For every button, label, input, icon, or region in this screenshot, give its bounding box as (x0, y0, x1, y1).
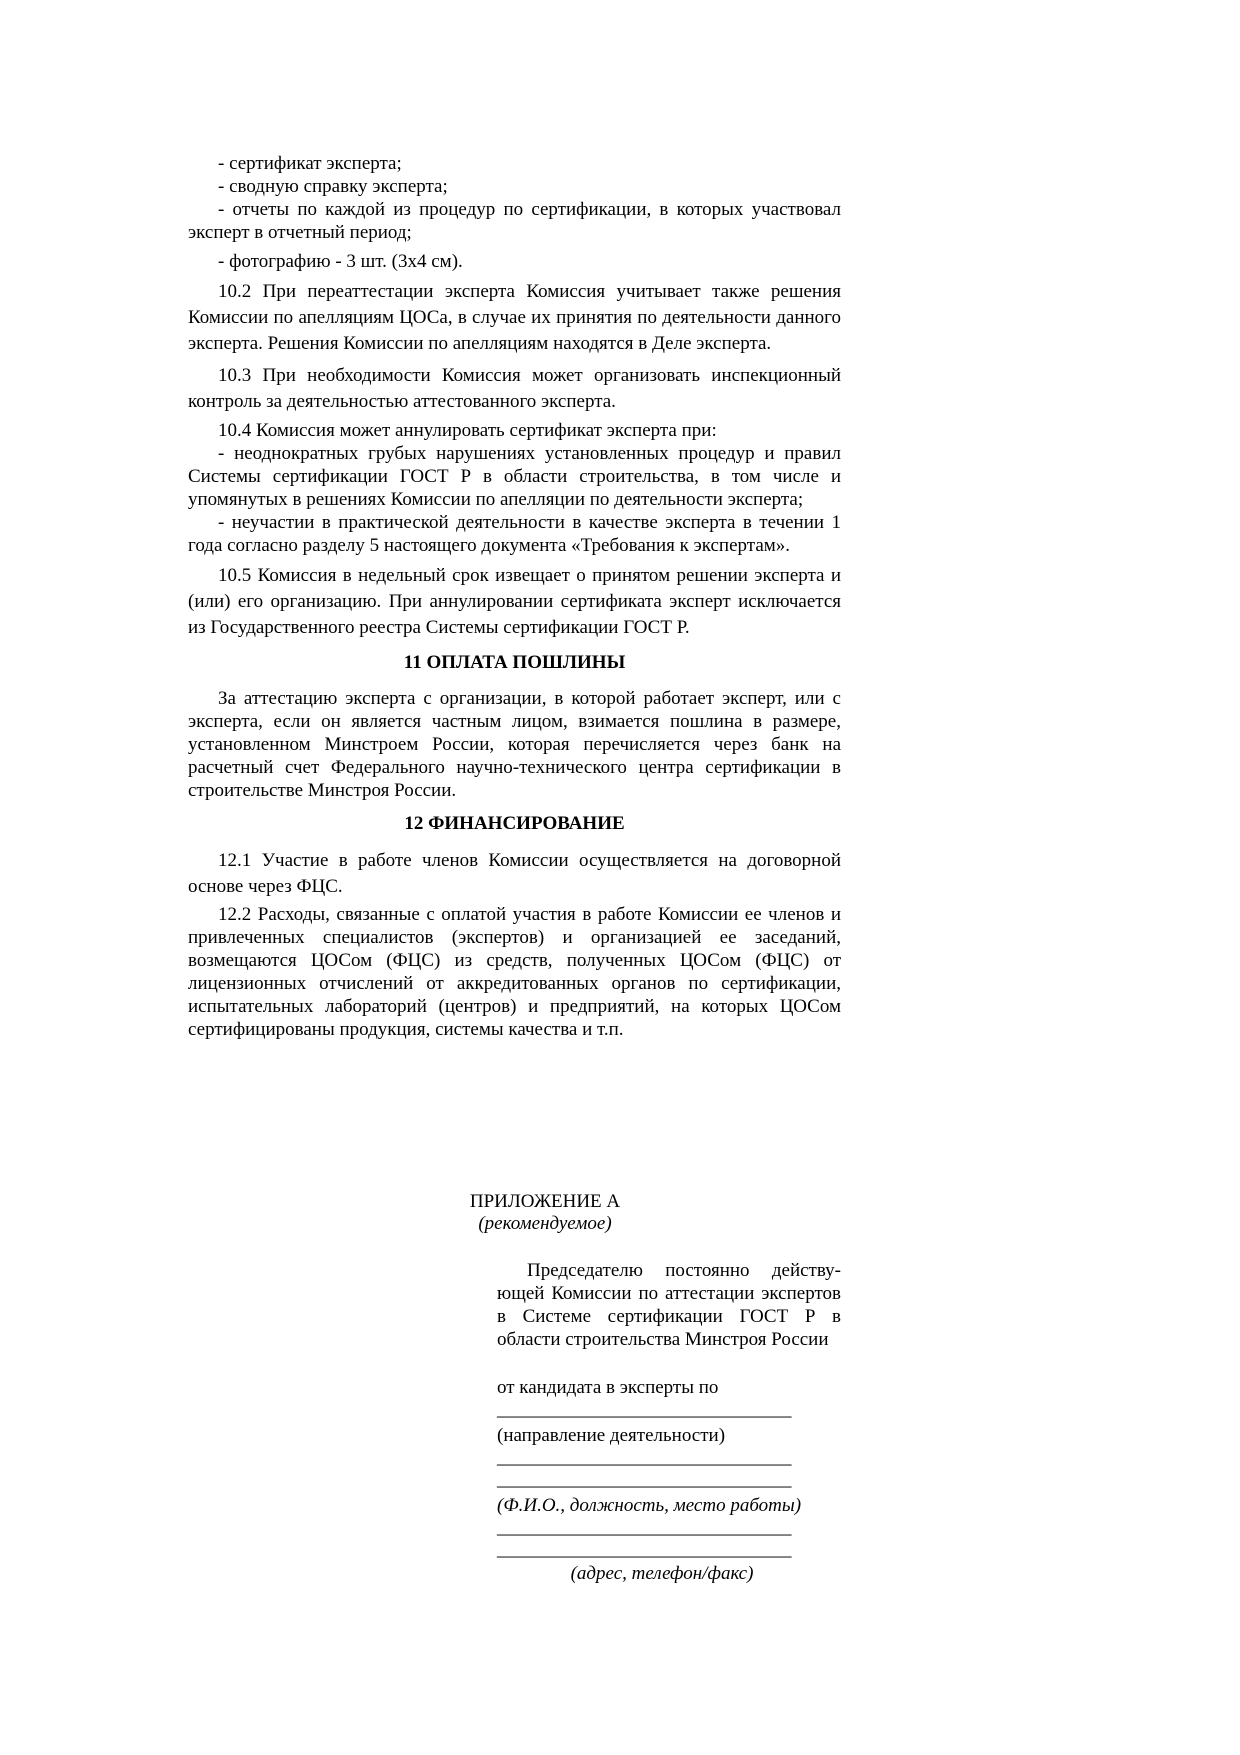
section-heading-11: 11 ОПЛАТА ПОШЛИНЫ (403, 652, 626, 673)
document-body (188, 152, 841, 1041)
paragraph-10-4: 10.4 Комиссия может аннулировать сертификат эксперта при: (218, 420, 717, 441)
person-label: (Ф.И.О., должность, место работы) (497, 1495, 802, 1516)
blank-line: _______________________________ (497, 1469, 792, 1490)
paragraph-12-2: 12.2 Расходы, связанные с оплатой участия в работе Комиссии ее членов и привлеченных специалистов (экспертов) и организацией ее заседаний, возмещаются ЦОСом (ФЦС) из средств, полученных ЦОСом (ФЦС) от лицензионных отчислений от аккредитованных органов по сертификации, испытательных лабораторий (центров) и предприятий, на которых ЦОСом сертифицированы продукция, системы качества и т.п. (188, 904, 841, 1040)
direction-label: (направление деятельности) (497, 1425, 726, 1446)
list-item-summary: - сводную справку эксперта; (218, 176, 448, 197)
list-item-reports: - отчеты по каждой из процедур по сертификации, в которых участвовал эксперт в отчетный период; (188, 199, 841, 243)
blank-line: _______________________________ (497, 1447, 792, 1468)
addressee-from: от кандидата в эксперты по (497, 1377, 719, 1398)
paragraph-10-5: 10.5 Комиссия в недельный срок извещает о принятом решении эксперта и (или) его организацию. При аннулировании сертификата эксперт исключается из Государственного реестра Системы сертификации ГОСТ Р. (188, 565, 841, 638)
paragraph-10-2: 10.2 При переаттестации эксперта Комиссия учитывает также решения Комиссии по апелляциям ЦОСа, в случае их принятия по деятельности данного эксперта. Решения Комиссии по апелляциям находятся в Деле эксперта. (188, 281, 841, 354)
section-heading-12: 12 ФИНАНСИРОВАНИЕ (404, 813, 625, 834)
appendix-header (445, 1191, 645, 1235)
paragraph-10-3: 10.3 При необходимости Комиссия может организовать инспекционный контроль за деятельностью аттестованного эксперта. (188, 365, 841, 412)
address-label: (адрес, телефон/факс) (570, 1563, 754, 1584)
addressee-recipient: Председателю постоянно действующей Комиссии по аттестации экспертов в Системе сертификации ГОСТ Р в области строительства Минстроя России (497, 1260, 841, 1350)
list-item-certificate: - сертификат эксперта; (218, 153, 402, 174)
blank-line: _______________________________ (497, 1539, 792, 1560)
paragraph-12-1: 12.1 Участие в работе членов Комиссии осуществляется на договорной основе через ФЦС. (188, 850, 841, 897)
list-item-inactivity: - неучастии в практической деятельности в качестве эксперта в течении 1 года согласно разделу 5 настоящего документа «Требования к экспертам». (188, 512, 841, 556)
blank-line: _______________________________ (497, 1399, 792, 1420)
blank-line: _______________________________ (497, 1517, 792, 1538)
addressee-block (497, 1259, 841, 1585)
appendix-note: (рекомендуемое) (478, 1213, 612, 1234)
list-item-violations: - неоднократных грубых нарушениях установленных процедур и правил Системы сертификации ГОСТ Р в области строительства, в том числе и упомянутых в решениях Комиссии по апелляции по деятельности эксперта; (188, 443, 841, 510)
paragraph-11: За аттестацию эксперта с организации, в которой работает эксперт, или с эксперта, если он является частным лицом, взимается пошлина в размере, установленном Минстроем России, которая перечисляется через банк на расчетный счет Федерального научно-технического центра сертификации в строительстве Минстроя России. (188, 688, 841, 801)
appendix-title: ПРИЛОЖЕНИЕ А (469, 1191, 621, 1212)
list-item-photo: - фотографию - 3 шт. (3х4 см). (218, 251, 463, 272)
